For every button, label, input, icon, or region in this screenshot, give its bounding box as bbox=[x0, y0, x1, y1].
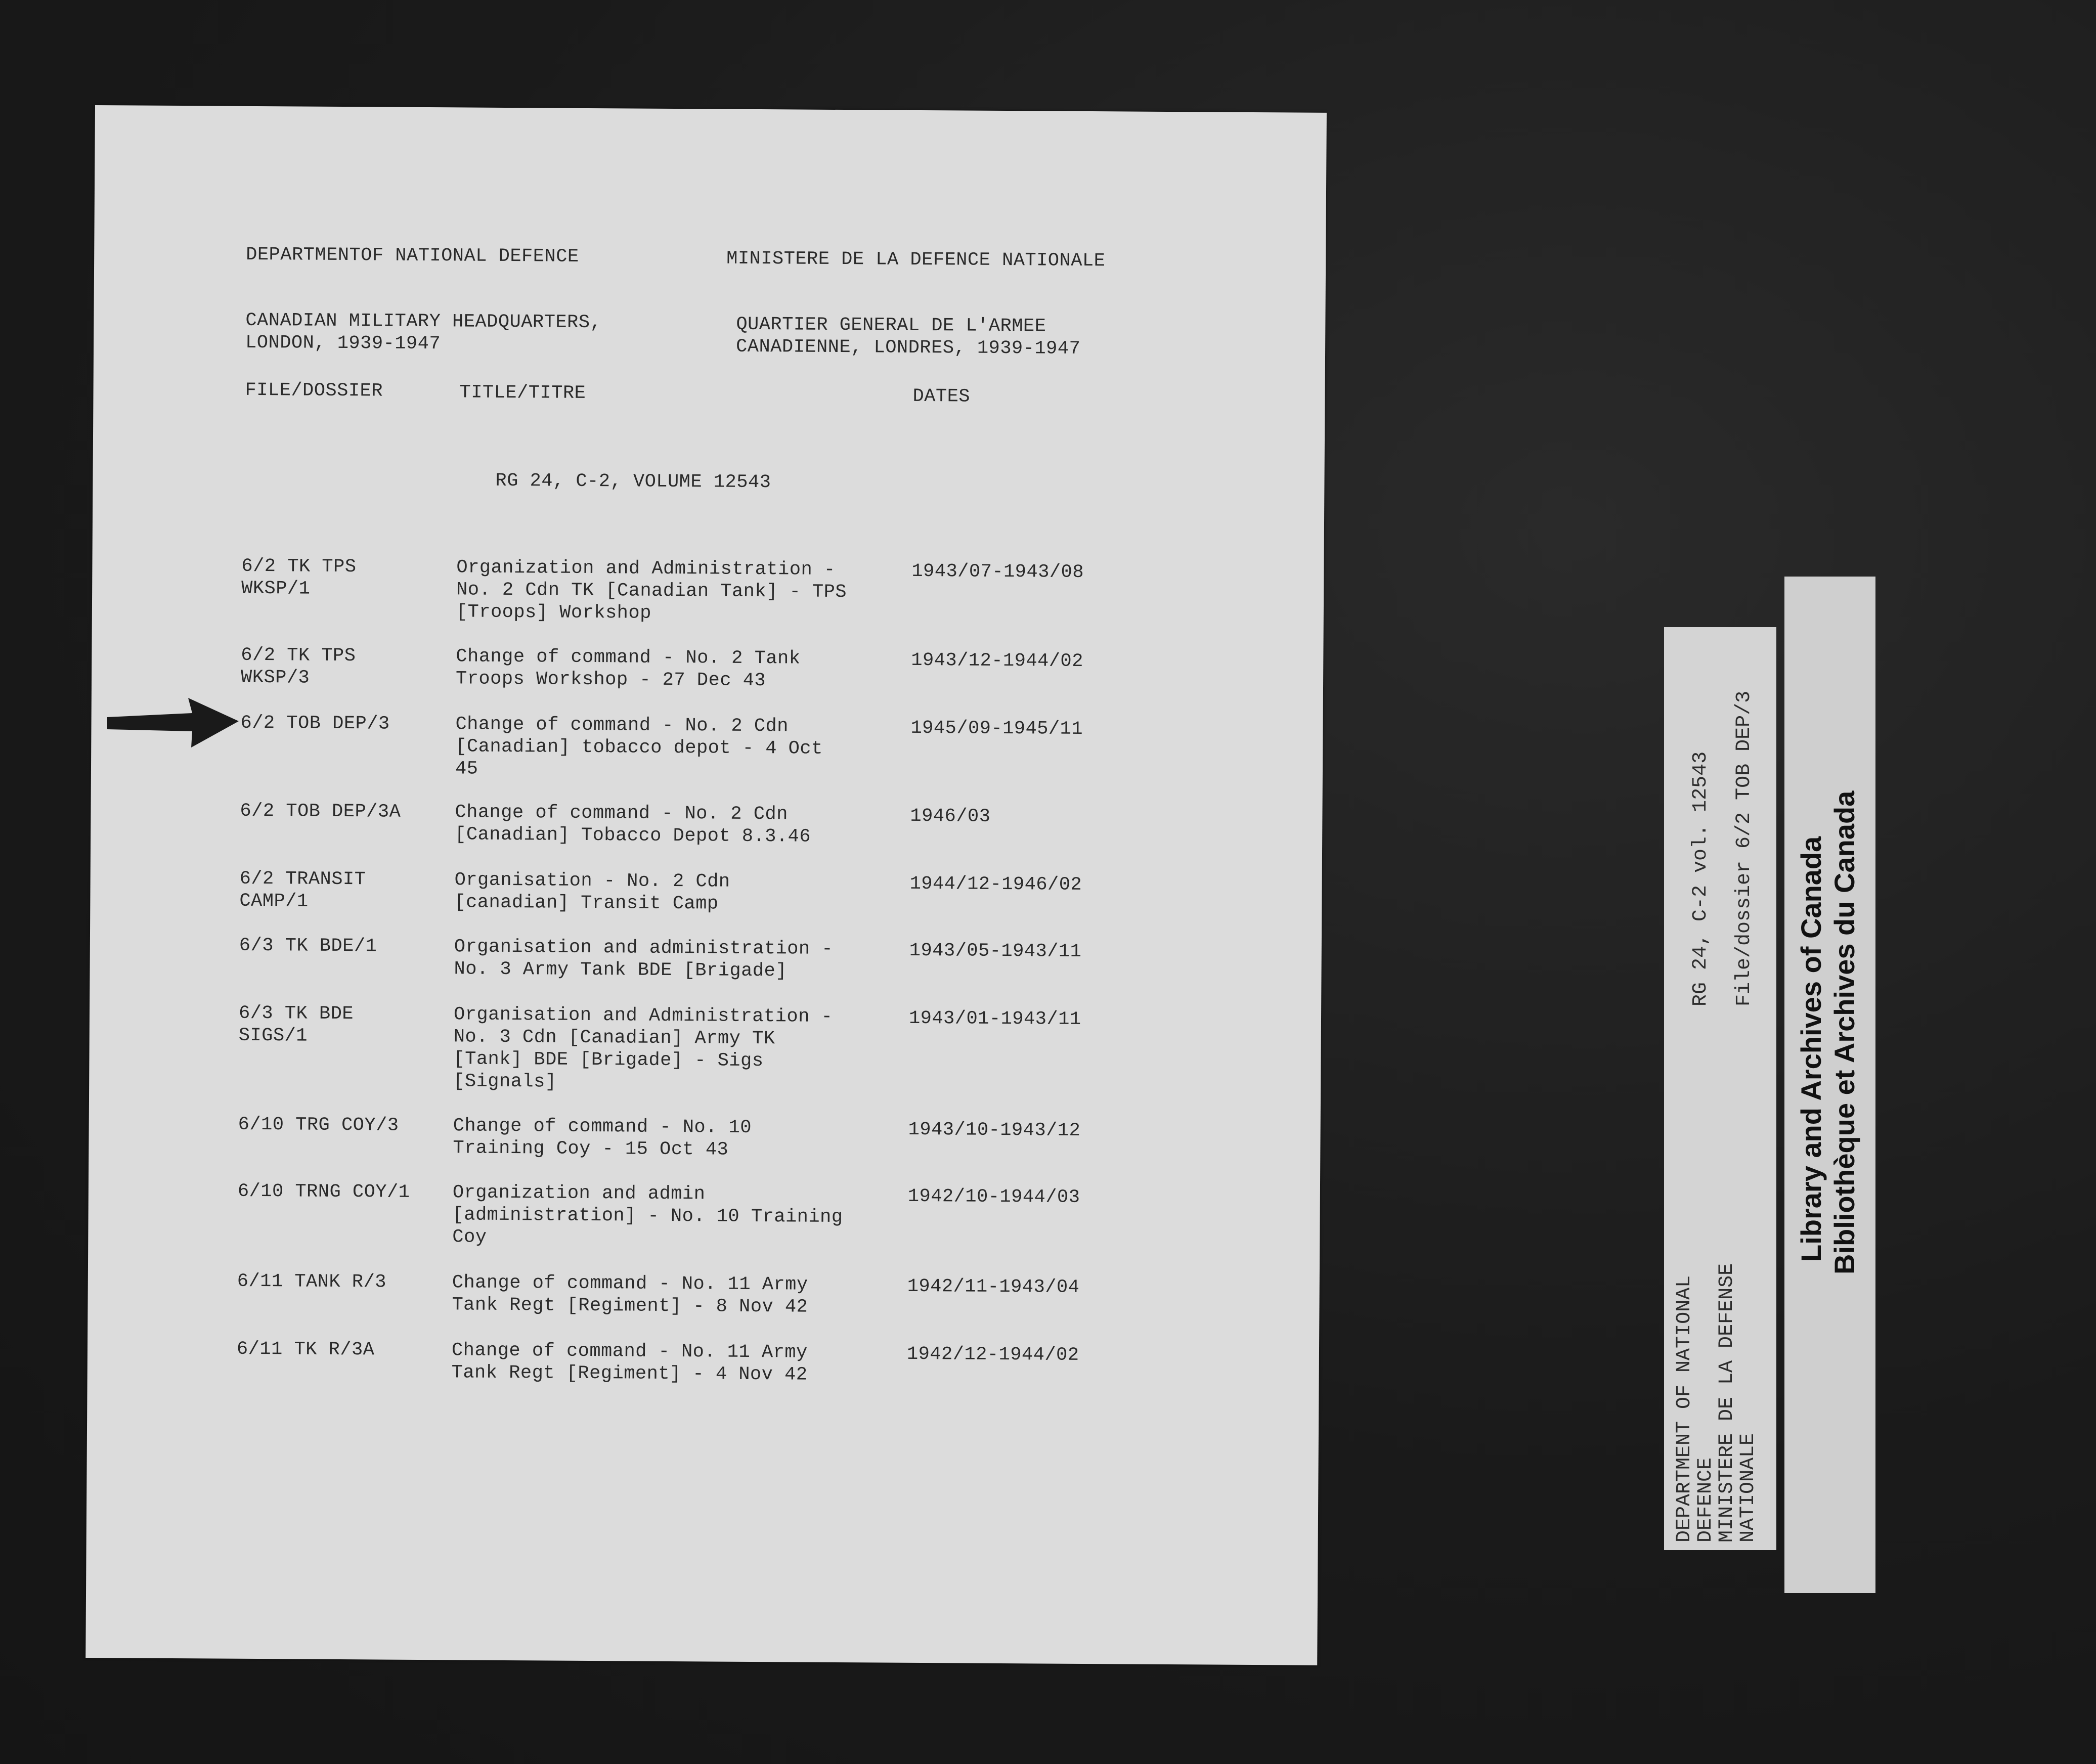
col-header-dates: DATES bbox=[912, 385, 971, 408]
label-dept-line2: DEFENCE bbox=[1694, 1457, 1717, 1542]
label-dept-line3: MINISTERE DE LA DEFENSE bbox=[1716, 1263, 1738, 1542]
entry-file: 6/3 TK BDE/1 bbox=[239, 935, 377, 957]
label-ref-volume: RG 24, C-2 vol. 12543 bbox=[1689, 751, 1712, 1006]
entry-file: 6/2 TOB DEP/3 bbox=[240, 712, 390, 735]
dept-en: DEPARTMENTOF NATIONAL DEFENCE bbox=[246, 244, 579, 268]
label-ref-file: File/dossier 6/2 TOB DEP/3 bbox=[1733, 690, 1756, 1006]
entry-file: 6/11 TK R/3A bbox=[236, 1338, 375, 1361]
entry-dates: 1945/09-1945/11 bbox=[910, 717, 1083, 740]
entry-dates: 1943/05-1943/11 bbox=[909, 940, 1082, 962]
entry-title: Change of command - No. 2 Cdn [Canadian] Tobacco Depot 8.3.46 bbox=[455, 802, 811, 848]
hq-fr-line2: CANADIENNE, LONDRES, 1939-1947 bbox=[735, 336, 1081, 360]
entry-dates: 1943/07-1943/08 bbox=[911, 560, 1084, 583]
entry-file: 6/2 TK TPS WKSP/1 bbox=[241, 555, 357, 600]
entry-title: Organization and admin [administration] - No. 10 Training Coy bbox=[452, 1182, 843, 1248]
entry-title: Change of command - No. 10 Training Coy - 15 Oct 43 bbox=[453, 1115, 752, 1161]
hq-en-line2: LONDON, 1939-1947 bbox=[245, 332, 441, 355]
label-dept-line4: NATIONALE bbox=[1737, 1433, 1760, 1542]
lac-name-en: Library and Archives of Canada bbox=[1795, 836, 1827, 1262]
col-header-file: FILE/DOSSIER bbox=[245, 379, 383, 402]
entry-dates: 1942/10-1944/03 bbox=[907, 1185, 1080, 1208]
lac-name-fr: Bibliothèque et Archives du Canada bbox=[1828, 790, 1860, 1274]
entry-file: 6/2 TK TPS WKSP/3 bbox=[240, 644, 356, 689]
entry-dates: 1943/12-1944/02 bbox=[911, 649, 1084, 672]
entry-file: 6/10 TRG COY/3 bbox=[238, 1114, 399, 1136]
hq-en-line1: CANADIAN MILITARY HEADQUARTERS, bbox=[245, 310, 602, 334]
entry-file: 6/2 TRANSIT CAMP/1 bbox=[239, 868, 366, 912]
entry-dates: 1944/12-1946/02 bbox=[909, 873, 1082, 896]
document-page bbox=[85, 105, 1327, 1665]
arrow-pointer-icon bbox=[107, 698, 239, 748]
hq-fr-line1: QUARTIER GENERAL DE L'ARMEE bbox=[736, 314, 1046, 337]
entry-file: 6/3 TK BDE SIGS/1 bbox=[238, 1002, 354, 1047]
entry-file: 6/10 TRNG COY/1 bbox=[237, 1180, 410, 1203]
entry-title: Organisation and Administration - No. 3 Cdn [Canadian] Army TK [Tank] BDE [Brigade] - Sigs [Signals] bbox=[453, 1004, 833, 1093]
entry-dates: 1942/11-1943/04 bbox=[907, 1275, 1080, 1298]
entry-title: Change of command - No. 2 Cdn [Canadian] tobacco depot - 4 Oct 45 bbox=[455, 714, 823, 780]
entry-title: Organization and Administration - No. 2 Cdn TK [Canadian Tank] - TPS [Troops] Workshop bbox=[456, 557, 847, 624]
archive-label-card bbox=[1664, 627, 1776, 1550]
entry-file: 6/11 TANK R/3 bbox=[237, 1270, 387, 1293]
col-header-title: TITLE/TITRE bbox=[459, 382, 586, 404]
entry-title: Change of command - No. 11 Army Tank Regt [Regiment] - 4 Nov 42 bbox=[451, 1340, 808, 1386]
entry-title: Organisation - No. 2 Cdn [canadian] Transit Camp bbox=[454, 869, 730, 915]
entry-dates: 1942/12-1944/02 bbox=[906, 1343, 1079, 1366]
entry-title: Change of command - No. 2 Tank Troops Workshop - 27 Dec 43 bbox=[455, 646, 801, 692]
lac-label-card bbox=[1784, 577, 1875, 1593]
entry-dates: 1946/03 bbox=[910, 805, 991, 827]
entry-title: Organisation and administration - No. 3 Army Tank BDE [Brigade] bbox=[454, 936, 834, 982]
label-dept-line1: DEPARTMENT OF NATIONAL bbox=[1673, 1275, 1696, 1542]
entry-file: 6/2 TOB DEP/3A bbox=[240, 800, 401, 823]
volume-heading: RG 24, C-2, VOLUME 12543 bbox=[495, 470, 771, 494]
entry-title: Change of command - No. 11 Army Tank Regt [Regiment] - 8 Nov 42 bbox=[452, 1272, 808, 1318]
entry-dates: 1943/01-1943/11 bbox=[908, 1007, 1081, 1030]
dept-fr: MINISTERE DE LA DEFENCE NATIONALE bbox=[726, 248, 1106, 272]
entry-dates: 1943/10-1943/12 bbox=[908, 1119, 1081, 1141]
